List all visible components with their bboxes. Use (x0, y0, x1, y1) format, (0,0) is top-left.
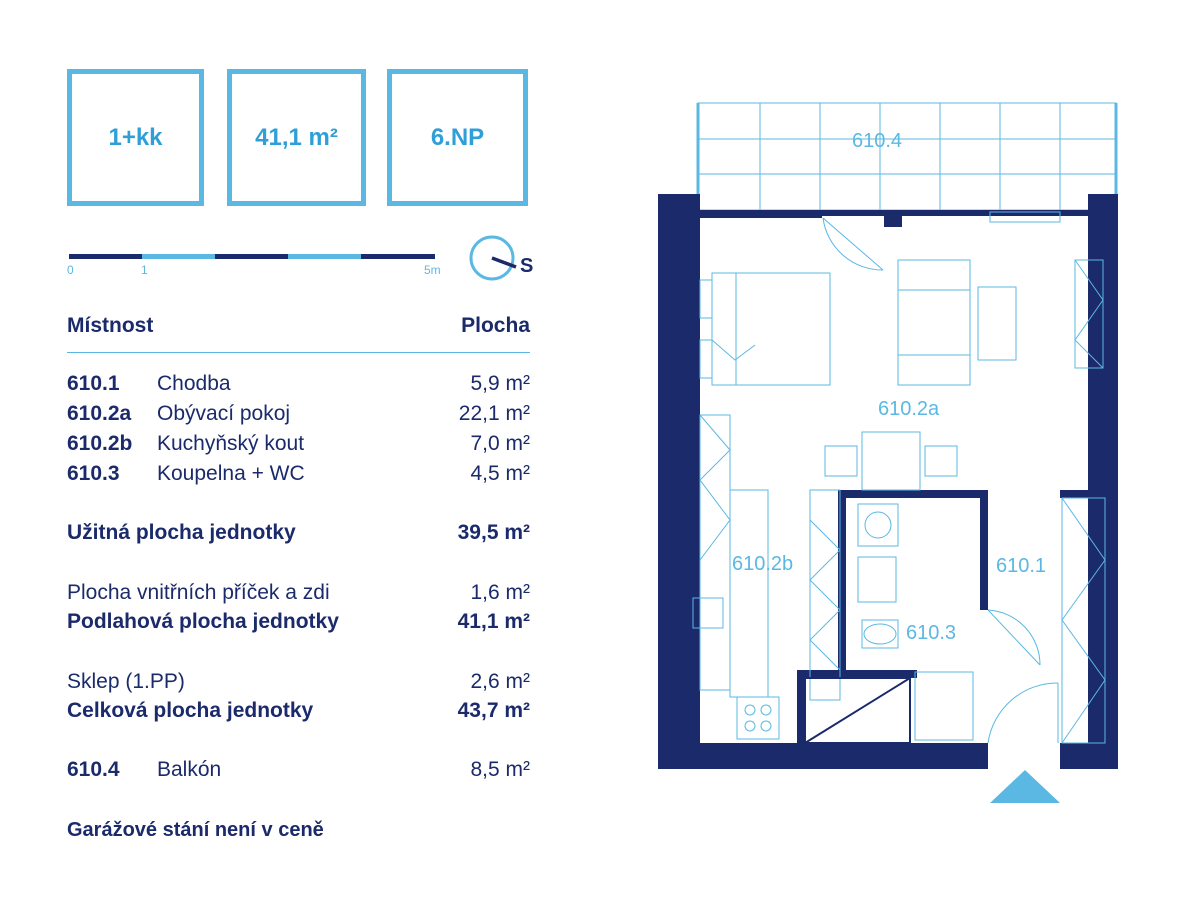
usable-area-row (67, 520, 530, 546)
floor-area-value: 41,1 m² (457, 610, 530, 633)
balcony-code: 610.4 (67, 758, 120, 781)
table-row (67, 461, 530, 487)
balcony-area: 8,5 m² (470, 758, 530, 781)
room-name: Chodba (157, 372, 231, 395)
header-divider (67, 352, 530, 353)
room-name: Kuchyňský kout (157, 432, 305, 455)
balcony-grid (698, 103, 1116, 210)
cellar-row (67, 669, 530, 695)
room-code: 610.2a (67, 402, 132, 425)
total-area-label: Celková plocha jednotky (67, 699, 314, 722)
header-area: Plocha (461, 314, 530, 337)
walls-area-value: 1,6 m² (470, 581, 530, 604)
walls-area-row (67, 580, 530, 606)
table-header (67, 313, 530, 339)
room-code: 610.2b (67, 432, 133, 455)
balcony-row (67, 757, 530, 783)
scale-tick-1: 1 (141, 263, 148, 277)
floor-plan (640, 90, 1140, 810)
room-code: 610.3 (67, 462, 120, 485)
unit-floor-box (387, 69, 528, 206)
cellar-label: Sklep (1.PP) (67, 670, 185, 693)
north-compass-icon (468, 234, 538, 284)
total-area-row (67, 698, 530, 724)
unit-floor-text: 6.NP (430, 123, 485, 151)
room-code: 610.1 (67, 372, 120, 395)
unit-area-text: 41,1 m² (255, 123, 338, 151)
plan-label-bath: 610.3 (906, 622, 957, 644)
garage-note: Garážové stání není v ceně (67, 819, 324, 841)
interior-floor (700, 226, 1088, 743)
unit-area-box (227, 69, 366, 206)
usable-area-value: 39,5 m² (457, 521, 530, 544)
plan-label-kitchen: 610.2b (732, 553, 794, 575)
walls-area-label: Plocha vnitřních příček a zdi (67, 581, 330, 604)
floor-area-row (67, 609, 530, 635)
scale-tick-0: 0 (67, 263, 74, 277)
plan-label-balcony: 610.4 (852, 130, 903, 152)
cellar-value: 2,6 m² (470, 670, 530, 693)
table-row (67, 431, 530, 457)
scale-tick-5: 5m (424, 263, 441, 277)
room-area: 22,1 m² (458, 402, 530, 425)
floor-area-label: Podlahová plocha jednotky (67, 610, 339, 633)
table-row (67, 401, 530, 427)
room-name: Obývací pokoj (157, 402, 291, 425)
room-area: 7,0 m² (470, 432, 530, 455)
total-area-value: 43,7 m² (457, 699, 530, 722)
plan-label-hall: 610.1 (996, 555, 1047, 577)
unit-type-text: 1+kk (108, 123, 163, 151)
unit-type-box (67, 69, 204, 206)
room-name: Koupelna + WC (157, 462, 305, 485)
table-row (67, 371, 530, 397)
balcony-name: Balkón (157, 758, 222, 781)
plan-label-living: 610.2a (878, 398, 940, 420)
scale-bar (69, 254, 435, 259)
usable-area-label: Užitná plocha jednotky (67, 521, 296, 544)
room-area: 5,9 m² (470, 372, 530, 395)
room-area: 4,5 m² (470, 462, 530, 485)
header-room: Místnost (67, 314, 154, 337)
entrance-arrow-icon (990, 770, 1060, 803)
compass-label: S (520, 255, 534, 277)
